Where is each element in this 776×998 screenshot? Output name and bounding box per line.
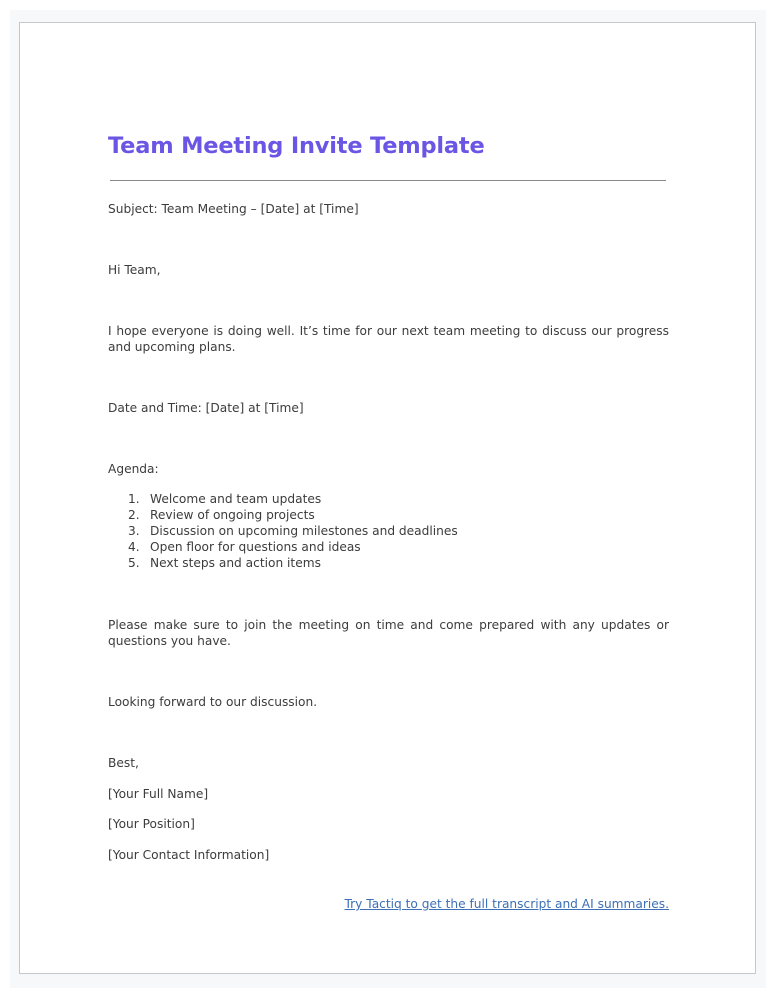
agenda-item-number: 1. bbox=[128, 492, 140, 506]
agenda-item-text: Next steps and action items bbox=[150, 556, 321, 570]
greeting: Hi Team, bbox=[108, 263, 161, 277]
agenda-item-text: Review of ongoing projects bbox=[150, 508, 315, 522]
tactiq-cta-link[interactable]: Try Tactiq to get the full transcript and AI summaries. bbox=[344, 897, 669, 911]
agenda-item-text: Discussion on upcoming milestones and deadlines bbox=[150, 524, 458, 538]
title-divider bbox=[110, 180, 666, 181]
agenda-item-number: 2. bbox=[128, 508, 140, 522]
signoff: Best, bbox=[108, 756, 139, 770]
agenda-item-number: 3. bbox=[128, 524, 140, 538]
looking-forward: Looking forward to our discussion. bbox=[108, 695, 318, 709]
closing-request: Please make sure to join the meeting on time and come prepared with any updates or questions you have. bbox=[108, 618, 669, 648]
subject-line: Subject: Team Meeting – [Date] at [Time] bbox=[108, 202, 359, 216]
intro-paragraph: I hope everyone is doing well. It’s time for our next team meeting to discuss our progress and upcoming plans. bbox=[108, 324, 669, 354]
agenda-item-number: 4. bbox=[128, 540, 140, 554]
date-time-line: Date and Time: [Date] at [Time] bbox=[108, 401, 304, 415]
agenda-item-number: 5. bbox=[128, 556, 140, 570]
signature-name: [Your Full Name] bbox=[108, 787, 209, 801]
signature-contact: [Your Contact Information] bbox=[108, 848, 270, 862]
agenda-item-text: Open floor for questions and ideas bbox=[150, 540, 361, 554]
document-page bbox=[19, 22, 756, 974]
signature-position: [Your Position] bbox=[108, 817, 195, 831]
document-title: Team Meeting Invite Template bbox=[108, 133, 485, 159]
agenda-item-text: Welcome and team updates bbox=[150, 492, 322, 506]
agenda-label: Agenda: bbox=[108, 462, 159, 476]
